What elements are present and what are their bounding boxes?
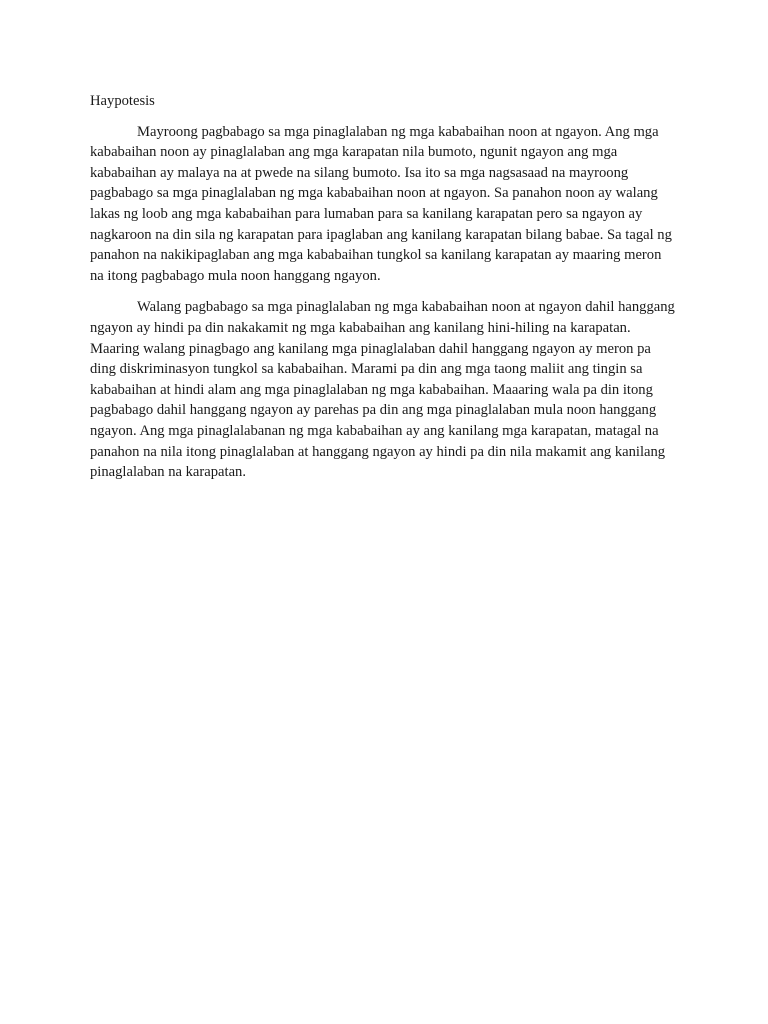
document-body [90, 91, 676, 494]
paragraph-2: Walang pagbabago sa mga pinaglalaban ng mga kababaihan noon at ngayon dahil hanggang ngayon ay hindi pa din nakakamit ng mga kababaihan ang kanilang hini-hiling na karapatan. Maaring walang pinagbago ang kanilang mga pinaglalaban dahil hanggang ngayon ay meron pa ding diskriminasyon tungkol sa kababaihan. Marami pa din ang mga taong maliit ang tingin sa kababaihan at hindi alam ang mga pinaglalaban ng mga kababaihan. Maaaring wala pa din itong pagbabago dahil hanggang ngayon ay parehas pa din ang mga pinaglalaban mula noon hanggang ngayon. Ang mga pinaglalabanan ng mga kababaihan ay ang kanilang mga karapatan, matagal na panahon na nila itong pinaglalaban at hanggang ngayon ay hindi pa din nila makamit ang kanilang pinaglalaban na karapatan. [90, 299, 675, 481]
paragraph-1: Mayroong pagbabago sa mga pinaglalaban ng mga kababaihan noon at ngayon. Ang mga kababaihan noon ay pinaglalaban ang mga karapatan nila bumoto, ngunit ngayon ang mga kababaihan ay malaya na at pwede na silang bumoto. Isa ito sa mga nagsasaad na mayroong pagbabago sa mga pinaglalaban ng mga kababaihan noon at ngayon. Sa panahon noon ay walang lakas ng loob ang mga kababaihan para lumaban para sa kanilang karapatan pero sa ngayon ay nagkaroon na din sila ng karapatan para ipaglaban ang kanilang karapatan bilang babae. Sa tagal ng panahon na nakikipaglaban ang mga kababaihan tungkol sa kanilang karapatan ay maaring meron na itong pagbabago mula noon hanggang ngayon. [90, 123, 672, 284]
document-heading: Haypotesis [90, 93, 155, 109]
